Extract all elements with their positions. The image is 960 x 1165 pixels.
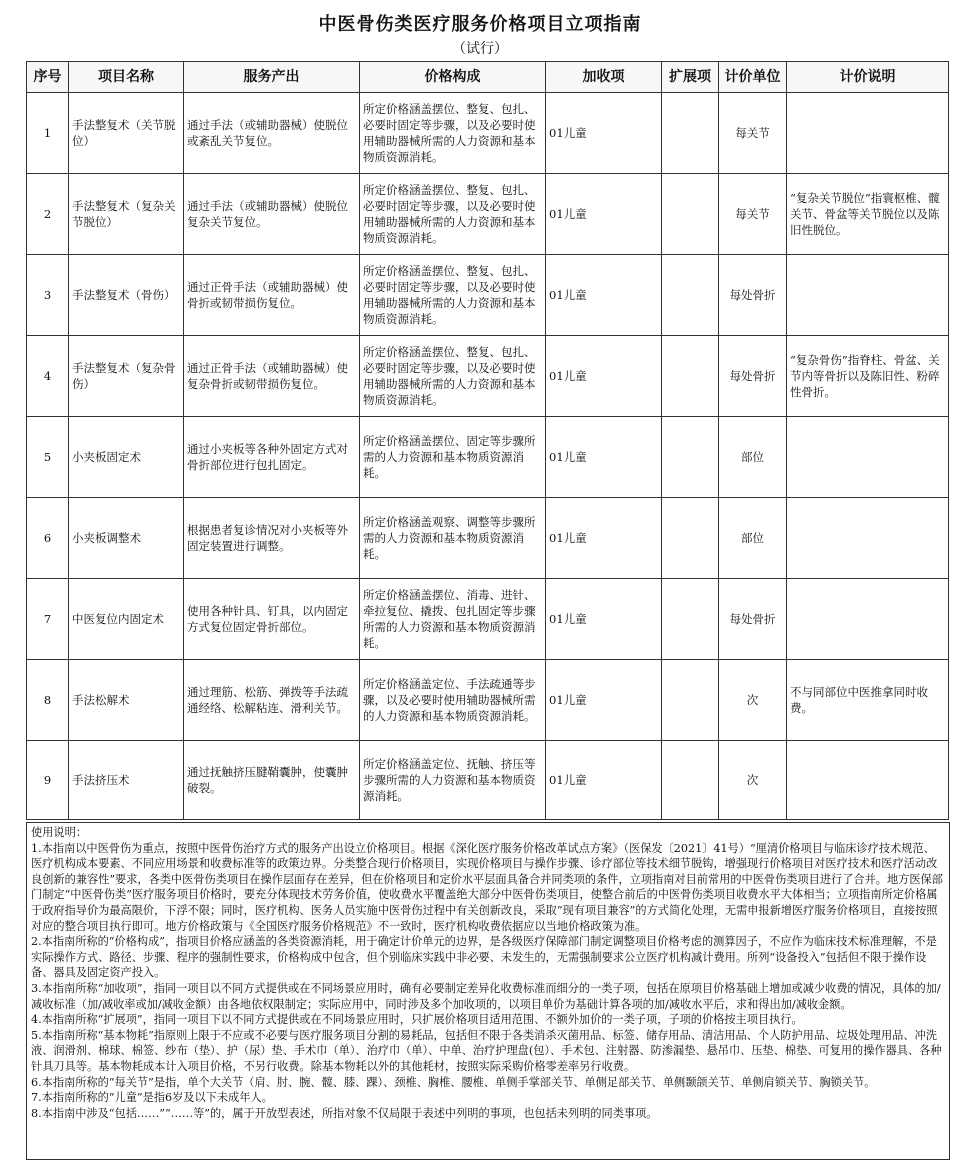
usage-notes-heading: 使用说明： bbox=[31, 826, 87, 839]
cell-output: 通过正骨手法（或辅助器械）使复杂骨折或韧带损伤复位。 bbox=[184, 336, 360, 417]
table-row bbox=[27, 174, 949, 255]
cell-extension bbox=[662, 498, 719, 579]
table-row bbox=[27, 93, 949, 174]
col-header-addon: 加收项 bbox=[546, 62, 662, 93]
usage-note-item: 4.本指南所称“扩展项”，指同一项目下以不同方式提供或在不同场景应用时，只扩展价格项目适用范围、不额外加价的一类子项，子项的价格按主项目执行。 bbox=[31, 1013, 803, 1027]
cell-extension bbox=[662, 741, 719, 820]
cell-composition: 所定价格涵盖摆位、消毒、进针、牵拉复位、撬拨、包扎固定等步骤所需的人力资源和基本物质资源消耗。 bbox=[360, 579, 546, 660]
cell-unit: 每关节 bbox=[719, 93, 787, 174]
table-row bbox=[27, 336, 949, 417]
cell-addon: 01儿童 bbox=[546, 336, 662, 417]
cell-unit: 部位 bbox=[719, 498, 787, 579]
cell-composition: 所定价格涵盖摆位、整复、包扎、必要时固定等步骤，以及必要时使用辅助器械所需的人力资源和基本物质资源消耗。 bbox=[360, 336, 546, 417]
cell-note: “复杂骨伤”指脊柱、骨盆、关节内等骨折以及陈旧性、粉碎性骨折。 bbox=[787, 336, 949, 417]
cell-composition: 所定价格涵盖摆位、整复、包扎、必要时固定等步骤，以及必要时使用辅助器械所需的人力资源和基本物质资源消耗。 bbox=[360, 255, 546, 336]
cell-name: 手法松解术 bbox=[69, 660, 184, 741]
cell-output: 通过抚触挤压腱鞘囊肿，使囊肿破裂。 bbox=[184, 741, 360, 820]
cell-addon: 01儿童 bbox=[546, 255, 662, 336]
cell-output: 通过正骨手法（或辅助器械）使骨折或韧带损伤复位。 bbox=[184, 255, 360, 336]
cell-name: 手法整复术（复杂关节脱位） bbox=[69, 174, 184, 255]
cell-no: 5 bbox=[27, 417, 69, 498]
cell-composition: 所定价格涵盖摆位、整复、包扎、必要时固定等步骤，以及必要时使用辅助器械所需的人力资源和基本物质资源消耗。 bbox=[360, 93, 546, 174]
usage-note-item: 1.本指南以中医骨伤为重点，按照中医骨伤治疗方式的服务产出设立价格项目。根据《深化医疗服务价格改革试点方案》（医保发〔2021〕41号）“厘清价格项目与临床诊疗技术规范、医疗机构成本要素、不同应用场景和收费标准等的政策边界。分类整合现行价格项目，实现价格项目与操作步骤、诊疗部位等技术细节脱钩，增强现行价格项目对医疗技术和医疗活动改良创新的兼容性”要求，各类中医骨伤类项目在操作层面存在差异，但在价格项目和定价水平层面具备合并同类项的条件，立项指南对目前常用的中医骨伤类项目进行了合并。地方医保部门制定“中医骨伤类”医疗服务项目价格时，要充分体现技术劳务价值，使收费水平覆盖绝大部分中医骨伤类项目，使整合前后的中医骨伤类项目收费水平大体相当；立项指南所定价格属于政府指导价为最高限价，下浮不限；同时，医疗机构、医务人员实施中医骨伤过程中有关创新改良，采取“现有项目兼容”的方式简化处理，无需申报新增医疗服务价格项目，直接按照对应的整合项目执行即可。地方价格政策与《全国医疗服务价格规范》不一致时，医疗机构收费依据应以当地价格政策为准。 bbox=[31, 841, 943, 933]
cell-extension bbox=[662, 174, 719, 255]
table-header-row bbox=[27, 62, 949, 93]
cell-addon: 01儿童 bbox=[546, 93, 662, 174]
col-header-note: 计价说明 bbox=[787, 62, 949, 93]
cell-unit: 次 bbox=[719, 741, 787, 820]
cell-addon: 01儿童 bbox=[546, 579, 662, 660]
cell-name: 手法整复术（关节脱位） bbox=[69, 93, 184, 174]
cell-output: 通过手法（或辅助器械）使脱位复杂关节复位。 bbox=[184, 174, 360, 255]
cell-name: 小夹板调整术 bbox=[69, 498, 184, 579]
cell-extension bbox=[662, 417, 719, 498]
usage-note-item: 2.本指南所称的“价格构成”，指项目价格应涵盖的各类资源消耗，用于确定计价单元的边界，是各级医疗保障部门制定调整项目价格考虑的测算因子，不应作为临床技术标准理解，不是实际操作方式、路径、步骤、程序的强制性要求，价格构成中包含，但个别临床实践中非必要、未发生的，无需强制要求公立医疗机构减计费用。所列“设备投入”包括但不限于操作设备、器具及固定资产投入。 bbox=[31, 935, 937, 980]
document-subtitle: （试行） bbox=[452, 41, 508, 57]
cell-note bbox=[787, 498, 949, 579]
cell-note: “复杂关节脱位”指寰枢椎、髋关节、骨盆等关节脱位以及陈旧性脱位。 bbox=[787, 174, 949, 255]
col-header-no: 序号 bbox=[27, 62, 69, 93]
cell-unit: 每处骨折 bbox=[719, 579, 787, 660]
cell-note bbox=[787, 579, 949, 660]
cell-addon: 01儿童 bbox=[546, 498, 662, 579]
cell-output: 通过小夹板等各种外固定方式对骨折部位进行包扎固定。 bbox=[184, 417, 360, 498]
usage-note-item: 8.本指南中涉及“包括……”“……等”的，属于开放型表述，所指对象不仅局限于表述中列明的事项，也包括未列明的同类事项。 bbox=[31, 1106, 658, 1120]
table-row bbox=[27, 741, 949, 820]
cell-unit: 每关节 bbox=[719, 174, 787, 255]
usage-notes bbox=[26, 822, 950, 1160]
cell-unit: 次 bbox=[719, 660, 787, 741]
cell-unit: 部位 bbox=[719, 417, 787, 498]
cell-output: 根据患者复诊情况对小夹板等外固定装置进行调整。 bbox=[184, 498, 360, 579]
cell-note bbox=[787, 93, 949, 174]
cell-unit: 每处骨折 bbox=[719, 336, 787, 417]
usage-note-item: 7.本指南所称的“儿童”是指6岁及以下未成年人。 bbox=[31, 1091, 273, 1105]
cell-no: 7 bbox=[27, 579, 69, 660]
cell-composition: 所定价格涵盖观察、调整等步骤所需的人力资源和基本物质资源消耗。 bbox=[360, 498, 546, 579]
cell-no: 2 bbox=[27, 174, 69, 255]
col-header-extension: 扩展项 bbox=[662, 62, 719, 93]
cell-extension bbox=[662, 93, 719, 174]
cell-unit: 每处骨折 bbox=[719, 255, 787, 336]
cell-no: 3 bbox=[27, 255, 69, 336]
table-row bbox=[27, 579, 949, 660]
cell-output: 通过理筋、松筋、弹拨等手法疏通经络、松解粘连、滑利关节。 bbox=[184, 660, 360, 741]
cell-addon: 01儿童 bbox=[546, 741, 662, 820]
col-header-output: 服务产出 bbox=[184, 62, 360, 93]
cell-addon: 01儿童 bbox=[546, 660, 662, 741]
table-row bbox=[27, 660, 949, 741]
cell-composition: 所定价格涵盖定位、抚触、挤压等步骤所需的人力资源和基本物质资源消耗。 bbox=[360, 741, 546, 820]
cell-no: 4 bbox=[27, 336, 69, 417]
cell-name: 手法整复术（复杂骨伤） bbox=[69, 336, 184, 417]
cell-no: 6 bbox=[27, 498, 69, 579]
cell-composition: 所定价格涵盖摆位、整复、包扎、必要时固定等步骤，以及必要时使用辅助器械所需的人力资源和基本物质资源消耗。 bbox=[360, 174, 546, 255]
usage-note-item: 6.本指南所称的“每关节”是指，单个大关节（肩、肘、腕、髋、膝、踝）、颈椎、胸椎、腰椎、单侧手掌部关节、单侧足部关节、单侧颞颌关节、单侧肩锁关节、胸锁关节。 bbox=[31, 1075, 876, 1089]
pricing-table bbox=[26, 61, 949, 820]
cell-name: 中医复位内固定术 bbox=[69, 579, 184, 660]
table-row bbox=[27, 417, 949, 498]
cell-note bbox=[787, 255, 949, 336]
cell-output: 通过手法（或辅助器械）使脱位或紊乱关节复位。 bbox=[184, 93, 360, 174]
usage-note-item: 3.本指南所称“加收项”，指同一项目以不同方式提供或在不同场景应用时，确有必要制定差异化收费标准而细分的一类子项，包括在原项目价格基础上增加或减少收费的情况，具体的加/减收标准（加/减收率或加/减收金额）由各地依权限制定；实际应用中，同时涉及多个加收项的，以项目单价为基础计算各项的加/减收水平后，求和得出加/减收金额。 bbox=[31, 981, 941, 1011]
table-row bbox=[27, 255, 949, 336]
cell-note bbox=[787, 417, 949, 498]
cell-extension bbox=[662, 336, 719, 417]
cell-extension bbox=[662, 255, 719, 336]
cell-note bbox=[787, 741, 949, 820]
cell-no: 8 bbox=[27, 660, 69, 741]
col-header-unit: 计价单位 bbox=[719, 62, 787, 93]
cell-no: 9 bbox=[27, 741, 69, 820]
table-row bbox=[27, 498, 949, 579]
col-header-composition: 价格构成 bbox=[360, 62, 546, 93]
cell-no: 1 bbox=[27, 93, 69, 174]
cell-extension bbox=[662, 579, 719, 660]
document-title: 中医骨伤类医疗服务价格项目立项指南 bbox=[318, 14, 642, 35]
cell-addon: 01儿童 bbox=[546, 174, 662, 255]
cell-addon: 01儿童 bbox=[546, 417, 662, 498]
usage-note-item: 5.本指南所称“基本物耗”指原则上限于不应或不必要与医疗服务项目分割的易耗品，包括但不限于各类消杀灭菌用品、标签、储存用品、清洁用品、个人防护用品、垃圾处理用品、冲洗液、润滑剂、棉球、棉签、纱布（垫）、护（尿）垫、手术巾（单）、治疗巾（单）、中单、治疗护理盘(包）、手术包、注射器、防渗漏垫、悬吊巾、压垫、棉垫、可复用的操作器具、各种针具刀具等。基本物耗成本计入项目价格，不另行收费。除基本物耗以外的其他耗材，按照实际采购价格零差率另行收费。 bbox=[31, 1028, 942, 1073]
cell-note: 不与同部位中医推拿同时收费。 bbox=[787, 660, 949, 741]
cell-extension bbox=[662, 660, 719, 741]
cell-name: 手法挤压术 bbox=[69, 741, 184, 820]
cell-name: 小夹板固定术 bbox=[69, 417, 184, 498]
col-header-name: 项目名称 bbox=[69, 62, 184, 93]
cell-output: 使用各种针具、钉具，以内固定方式复位固定骨折部位。 bbox=[184, 579, 360, 660]
cell-name: 手法整复术（骨伤） bbox=[69, 255, 184, 336]
cell-composition: 所定价格涵盖定位、手法疏通等步骤，以及必要时使用辅助器械所需的人力资源和基本物质资源消耗。 bbox=[360, 660, 546, 741]
cell-composition: 所定价格涵盖摆位、固定等步骤所需的人力资源和基本物质资源消耗。 bbox=[360, 417, 546, 498]
